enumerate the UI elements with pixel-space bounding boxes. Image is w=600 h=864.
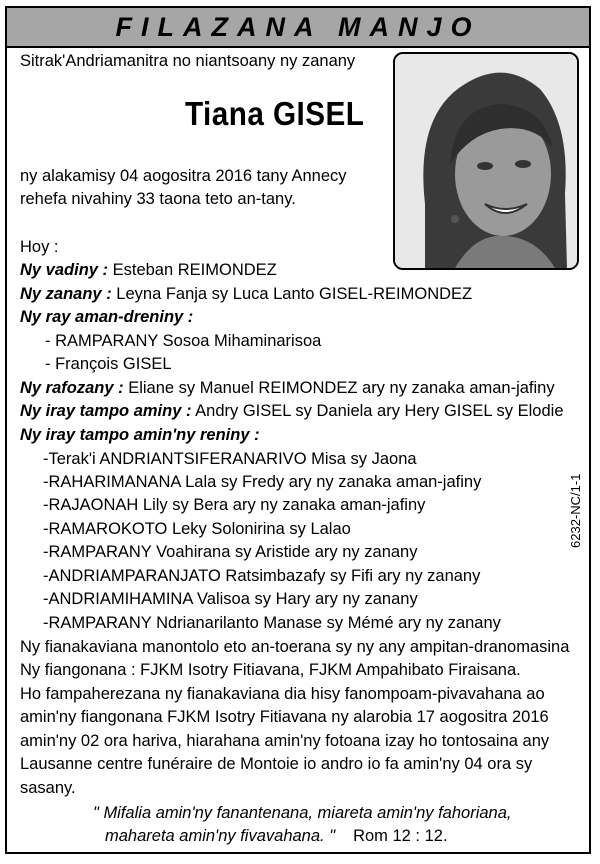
zanany-label: Ny zanany :: [20, 285, 112, 303]
tampo-reniny-item: -ANDRIAMPARANJATO Ratsimbazafy sy Fifi ary ny zanany: [43, 567, 481, 585]
tampo-reniny-item: -RAMPARANY Voahirana sy Aristide ary ny zanany: [43, 543, 418, 561]
tampo-label: Ny iray tampo aminy :: [20, 402, 192, 420]
rafozany-value: Eliane sy Manuel REIMONDEZ ary ny zanaka aman-jafiny: [123, 379, 555, 397]
tampo-reniny-item: -RAHARIMANANA Lala sy Fredy ary ny zanaka aman-jafiny: [43, 473, 482, 491]
vadiny-value: Esteban REIMONDEZ: [108, 261, 277, 279]
closing-line: amin'ny fiangonana FJKM Isotry Fitiavana ny alarobia 17 aogositra 2016: [20, 708, 549, 726]
closing-line: Lausanne centre funéraire de Montoie io andro io fa amin'ny 04 ora sy: [20, 755, 533, 773]
ray-item: - François GISEL: [45, 355, 172, 373]
tampo-line: [20, 400, 564, 424]
rafozany-label: Ny rafozany :: [20, 379, 124, 397]
rafozany-line: [20, 377, 555, 401]
deceased-name: Tiana GISEL: [185, 95, 365, 132]
tampo-reniny-item: -RAMAROKOTO Leky Solonirina sy Lalao: [43, 520, 351, 538]
verse-reference: Rom 12 : 12.: [353, 827, 448, 845]
tampo-reniny-label: Ny iray tampo amin'ny reniny :: [20, 426, 260, 444]
closing-line: Ny fianakaviana manontolo eto an-toerana sy ny any ampitan-dranomasina: [20, 638, 570, 656]
hoy-label: Hoy :: [20, 238, 59, 256]
vadiny-label: Ny vadiny :: [20, 261, 109, 279]
ray-item: - RAMPARANY Sosoa Mihaminarisoa: [45, 332, 322, 350]
bible-quote-line-1: " Mifalia amin'ny fanantenana, miareta amin'ny fahoriana,: [93, 804, 512, 822]
tampo-reniny-item: -RAMPARANY Ndrianarilanto Manase sy Mémé ary ny zanany: [43, 614, 501, 632]
closing-line: Ny fiangonana : FJKM Isotry Fitiavana, FJKM Ampahibato Firaisana.: [20, 661, 521, 679]
tampo-reniny-item: -Terak'i ANDRIANTSIFERANARIVO Misa sy Jaona: [43, 450, 417, 468]
portrait-image: [395, 54, 577, 268]
zanany-line: [20, 283, 472, 307]
tampo-reniny-item: -ANDRIAMIHAMINA Valisoa sy Hary ary ny zanany: [43, 590, 418, 608]
intro-text: Sitrak'Andriamanitra no niantsoany ny zanany: [20, 52, 356, 70]
ray-label: Ny ray aman-dreniny :: [20, 308, 194, 326]
closing-line: sasany.: [20, 779, 76, 797]
tampo-value: Andry GISEL sy Daniela ary Hery GISEL sy Elodie: [191, 402, 564, 420]
bible-quote-line-2: [105, 825, 448, 849]
closing-line: amin'ny 02 ora hariva, hiarahana amin'ny fotoana izay ho tontosaina any: [20, 732, 550, 750]
death-line-2: rehefa nivahiny 33 taona teto an-tany.: [20, 190, 296, 208]
zanany-value: Leyna Fanja sy Luca Lanto GISEL-REIMONDEZ: [111, 285, 473, 303]
side-code: 6232-NC/1-1: [568, 473, 583, 548]
closing-line: Ho fampaherezana ny fianakaviana dia hisy fanompoam-pivavahana ao: [20, 685, 545, 703]
notice-header: FILAZANA MANJO: [7, 8, 589, 48]
portrait-photo: [393, 52, 579, 270]
tampo-reniny-item: -RAJAONAH Lily sy Bera ary ny zanaka aman-jafiny: [43, 496, 426, 514]
death-line-1: ny alakamisy 04 aogositra 2016 tany Annecy: [20, 167, 347, 185]
quote-text: mahareta amin'ny fivavahana. ": [105, 827, 336, 845]
vadiny-line: [20, 259, 277, 283]
